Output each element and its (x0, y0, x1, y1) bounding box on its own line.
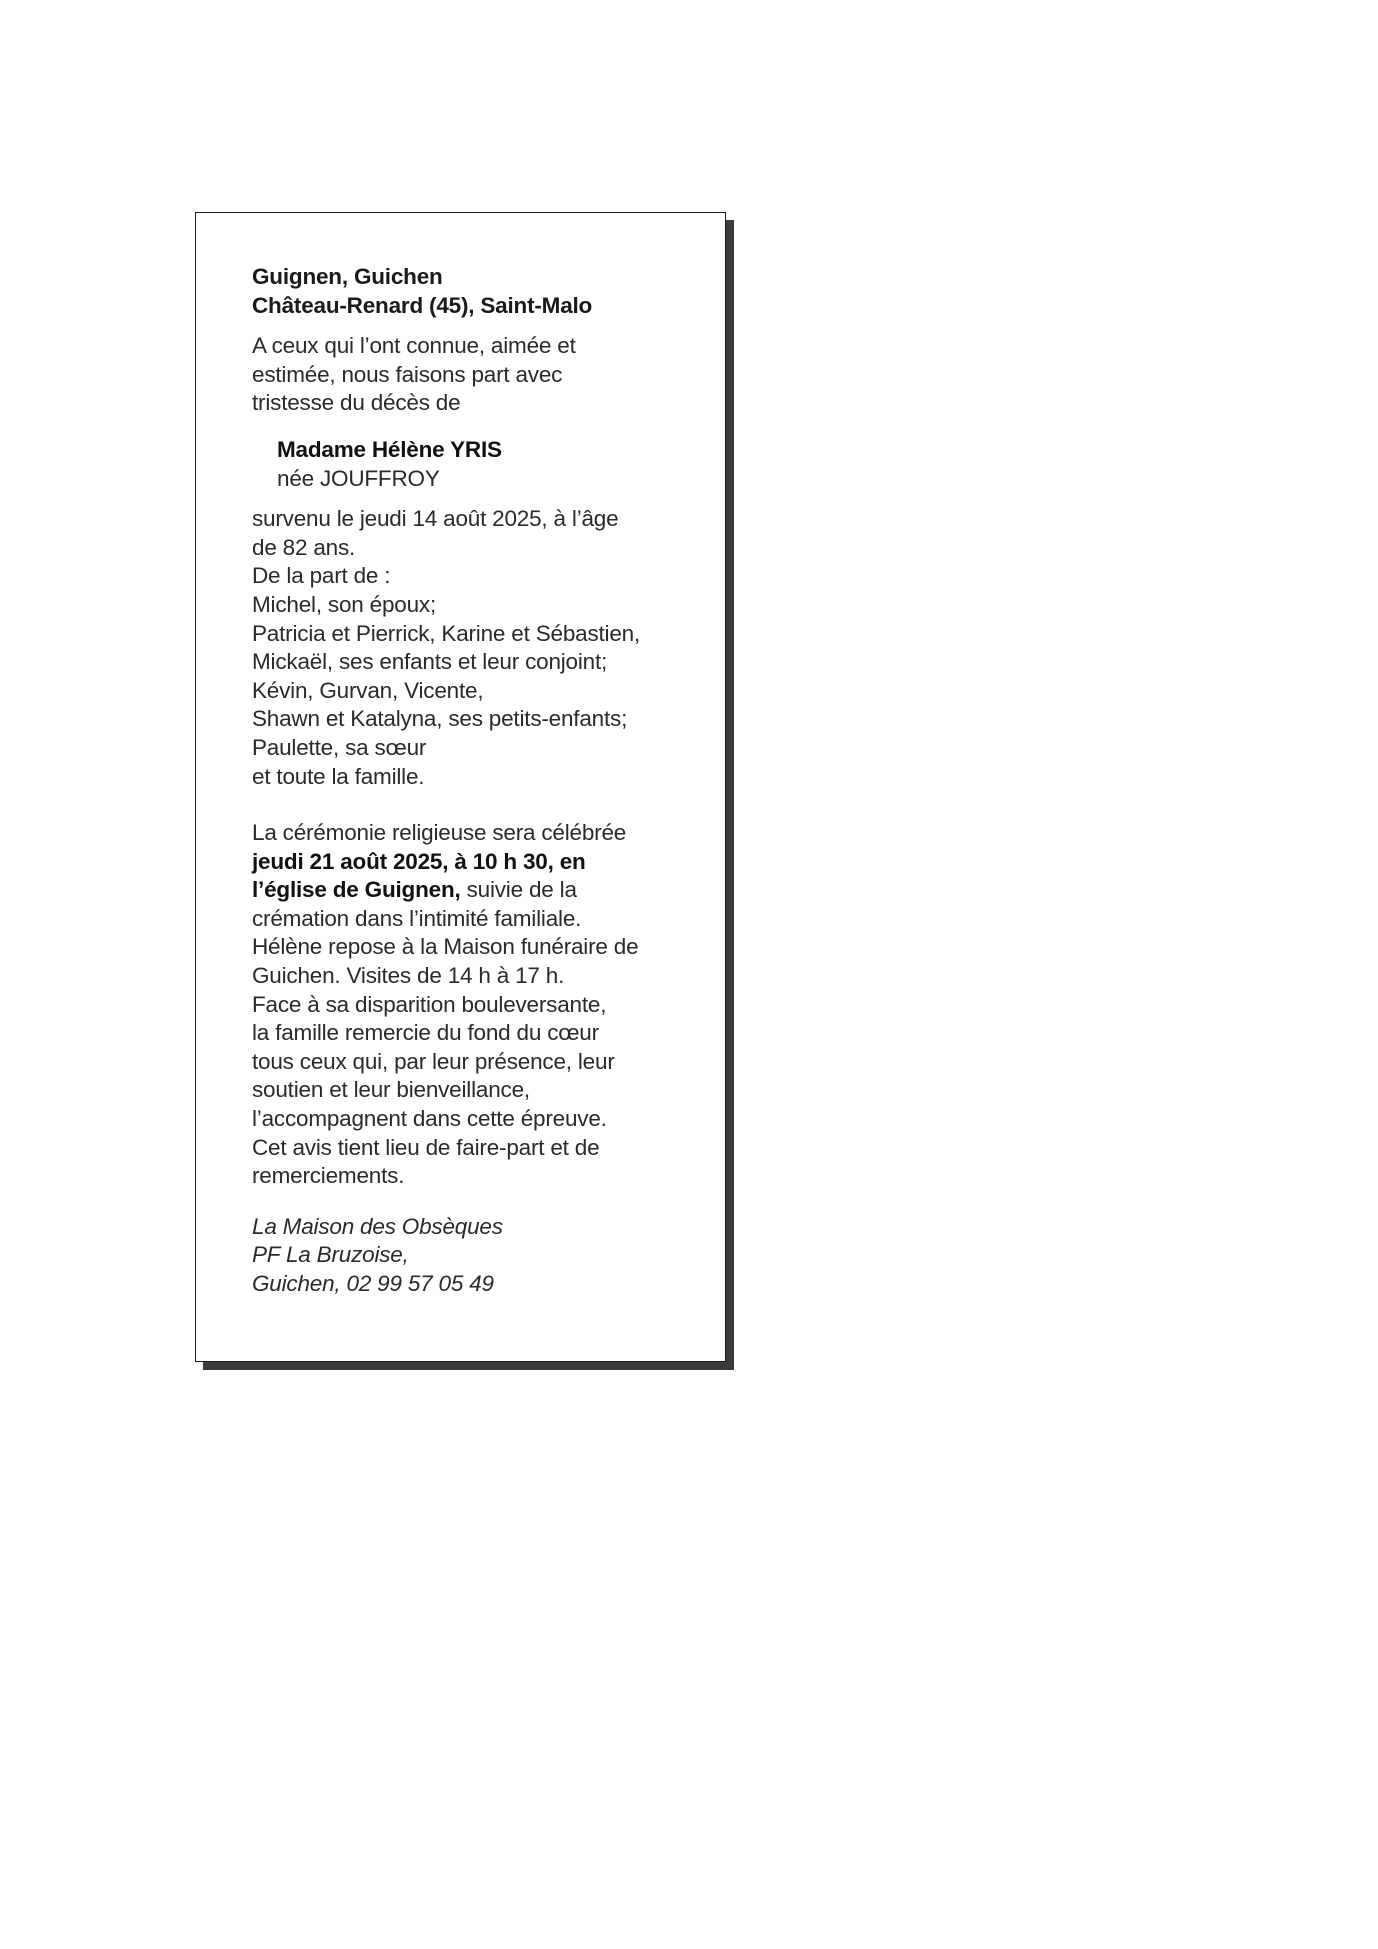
details-line: Shawn et Katalyna, ses petits-enfants; (252, 706, 628, 732)
ceremony-line: Face à sa disparition bouleversante, (252, 991, 607, 1017)
deceased-block (252, 436, 692, 493)
ceremony-line: Cet avis tient lieu de faire-part et de (252, 1134, 600, 1160)
places-line: Guignen, Guichen (252, 264, 443, 289)
funeral-home-signature (252, 1213, 692, 1299)
notice-content (252, 263, 692, 1299)
ceremony-line: soutien et leur bienveillance, (252, 1077, 530, 1103)
details-line: De la part de : (252, 563, 391, 589)
intro-line: tristesse du décès de (252, 390, 461, 416)
notice-details (252, 505, 692, 791)
ceremony-line: Hélène repose à la Maison funéraire de (252, 934, 639, 960)
deceased-birth-name: née JOUFFROY (277, 465, 440, 491)
ceremony-line: La cérémonie religieuse sera célébrée (252, 820, 627, 846)
details-line: Patricia et Pierrick, Karine et Sébastien, (252, 620, 641, 646)
details-line: survenu le jeudi 14 août 2025, à l’âge (252, 506, 619, 532)
intro-line: A ceux qui l’ont connue, aimée et (252, 333, 576, 359)
notice-intro (252, 332, 692, 418)
details-line: et toute la famille. (252, 763, 425, 789)
ceremony-line: remerciements. (252, 1163, 405, 1189)
ceremony-line: crémation dans l’intimité familiale. (252, 905, 582, 931)
ceremony-line: tous ceux qui, par leur présence, leur (252, 1048, 615, 1074)
notice-places (252, 263, 692, 320)
signature-line: PF La Bruzoise, (252, 1242, 409, 1268)
ceremony-block (252, 819, 692, 1191)
ceremony-place: l’église de Guignen, (252, 877, 461, 903)
details-line: Kévin, Gurvan, Vicente, (252, 677, 484, 703)
obituary-notice (195, 212, 726, 1362)
details-line: Paulette, sa sœur (252, 734, 427, 760)
ceremony-date: jeudi 21 août 2025, à 10 h 30, en (252, 848, 586, 874)
ceremony-place-line (252, 876, 692, 905)
details-line: de 82 ans. (252, 534, 356, 560)
ceremony-date-line (252, 848, 692, 877)
signature-line: La Maison des Obsèques (252, 1213, 503, 1239)
ceremony-line: la famille remercie du fond du cœur (252, 1020, 599, 1046)
places-line: Château-Renard (45), Saint-Malo (252, 292, 593, 318)
deceased-name: Madame Hélène YRIS (277, 436, 502, 462)
details-line: Michel, son époux; (252, 591, 437, 617)
details-line: Mickaël, ses enfants et leur conjoint; (252, 649, 608, 675)
ceremony-place-rest: suivie de la (460, 877, 577, 903)
ceremony-line: l’accompagnent dans cette épreuve. (252, 1106, 607, 1132)
ceremony-line: Guichen. Visites de 14 h à 17 h. (252, 963, 565, 989)
intro-line: estimée, nous faisons part avec (252, 361, 563, 387)
signature-line: Guichen, 02 99 57 05 49 (252, 1271, 494, 1296)
